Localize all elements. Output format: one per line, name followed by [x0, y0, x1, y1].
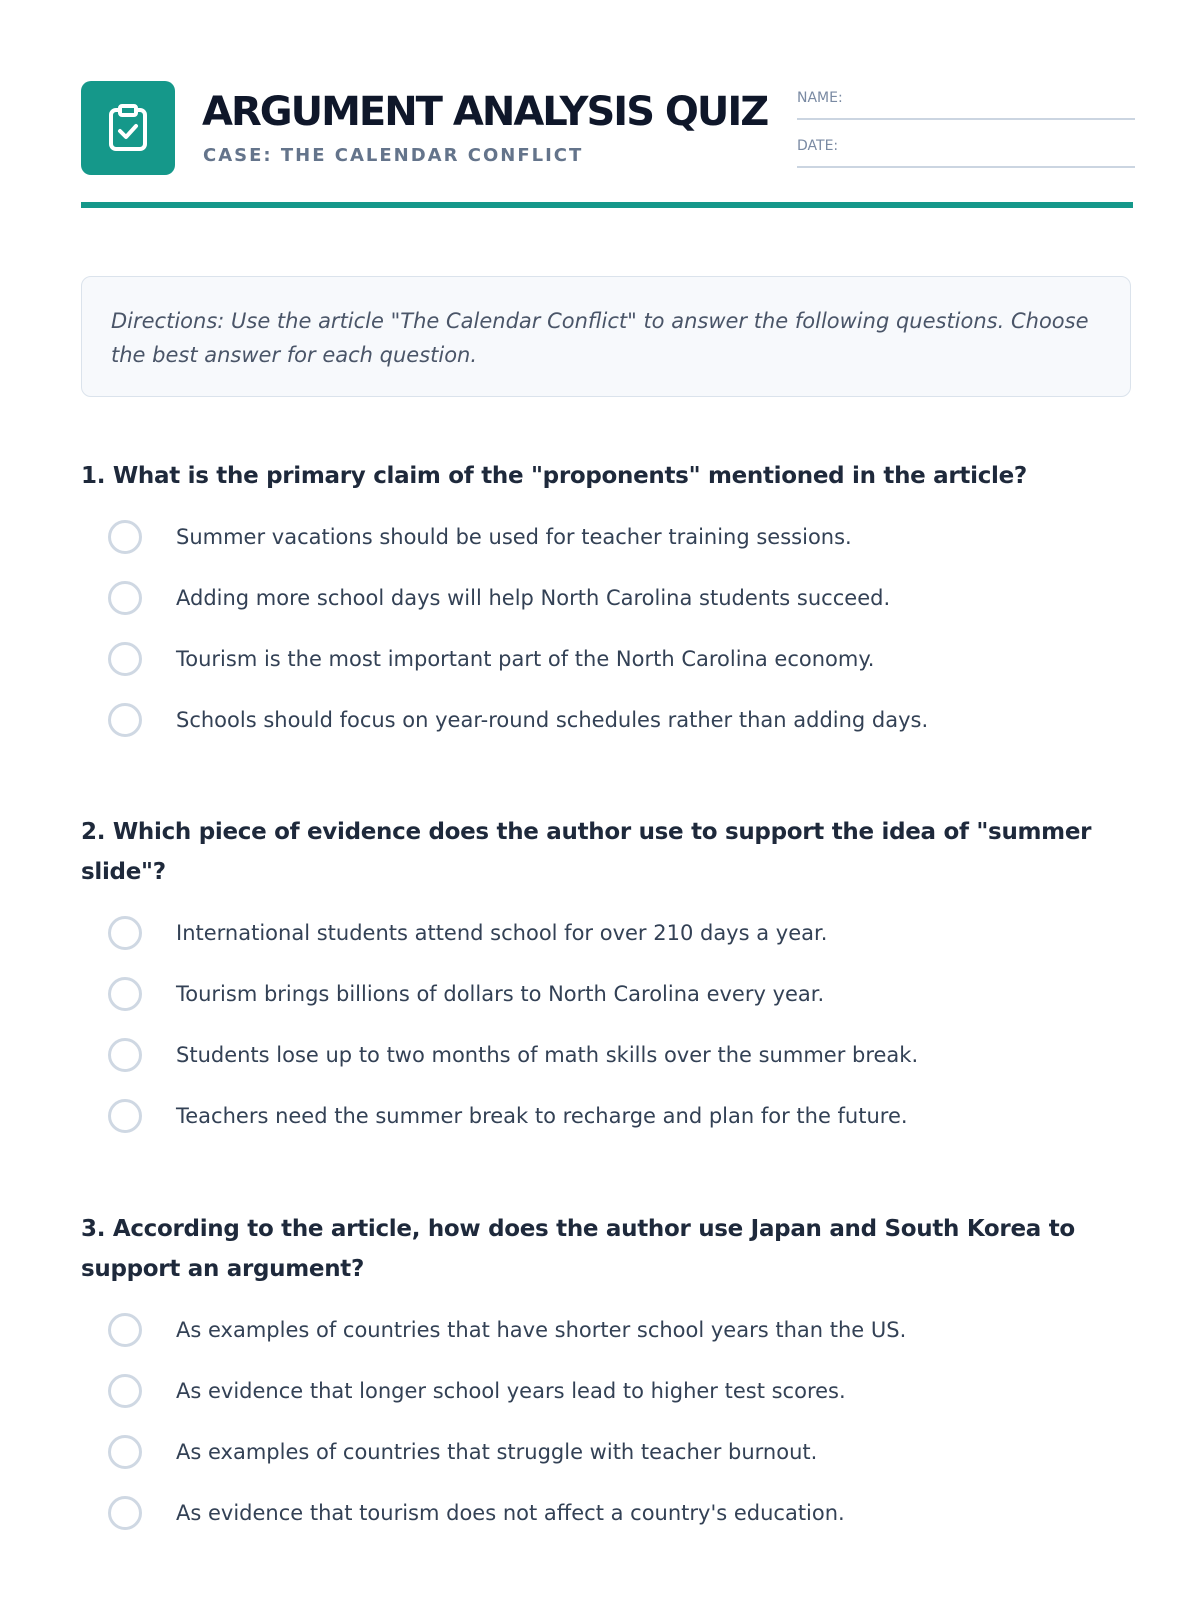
answer-label: Tourism brings billions of dollars to North Carolina every year.	[176, 982, 825, 1006]
date-field[interactable]	[797, 136, 1135, 168]
radio-button[interactable]	[108, 520, 142, 554]
radio-button[interactable]	[108, 1374, 142, 1408]
answer-option[interactable]	[81, 1099, 1131, 1160]
answer-options	[81, 916, 1131, 1160]
question-text: 1. What is the primary claim of the "proponents" mentioned in the article?	[81, 463, 1027, 489]
answer-option[interactable]	[81, 916, 1131, 977]
question-3	[81, 1209, 1131, 1557]
answer-label: Tourism is the most important part of the North Carolina economy.	[176, 647, 875, 671]
radio-button[interactable]	[108, 977, 142, 1011]
radio-button[interactable]	[108, 581, 142, 615]
page-title: ARGUMENT ANALYSIS QUIZ	[202, 89, 768, 135]
radio-button[interactable]	[108, 1313, 142, 1347]
answer-label: As evidence that longer school years lead to higher test scores.	[176, 1379, 846, 1403]
answer-option[interactable]	[81, 1435, 1131, 1496]
answer-label: As evidence that tourism does not affect a country's education.	[176, 1501, 845, 1525]
question-text: 3. According to the article, how does the author use Japan and South Korea to support an argument?	[81, 1216, 1075, 1282]
answer-option[interactable]	[81, 1038, 1131, 1099]
name-field[interactable]	[797, 88, 1135, 120]
answer-label: Students lose up to two months of math skills over the summer break.	[176, 1043, 919, 1067]
answer-label: Adding more school days will help North Carolina students succeed.	[176, 586, 891, 610]
answer-label: Schools should focus on year-round schedules rather than adding days.	[176, 708, 929, 732]
radio-button[interactable]	[108, 1435, 142, 1469]
radio-button[interactable]	[108, 703, 142, 737]
question-2	[81, 812, 1131, 1160]
answer-label: Teachers need the summer break to recharge and plan for the future.	[176, 1104, 908, 1128]
answer-label: As examples of countries that struggle with teacher burnout.	[176, 1440, 818, 1464]
clipboard-check-icon	[105, 103, 151, 153]
answer-option[interactable]	[81, 581, 1131, 642]
answer-option[interactable]	[81, 703, 1131, 764]
answer-option[interactable]	[81, 1313, 1131, 1374]
answer-option[interactable]	[81, 977, 1131, 1038]
quiz-header	[81, 81, 1133, 208]
page-subtitle: CASE: THE CALENDAR CONFLICT	[203, 145, 584, 166]
answer-option[interactable]	[81, 520, 1131, 581]
radio-button[interactable]	[108, 642, 142, 676]
answer-option[interactable]	[81, 642, 1131, 703]
radio-button[interactable]	[108, 1099, 142, 1133]
date-label: DATE:	[797, 138, 839, 154]
logo	[81, 81, 175, 175]
radio-button[interactable]	[108, 1496, 142, 1530]
radio-button[interactable]	[108, 1038, 142, 1072]
directions-box: Directions: Use the article "The Calendar Conflict" to answer the following questions. Choose the best answer for each question.	[81, 276, 1131, 397]
question-text: 2. Which piece of evidence does the author use to support the idea of "summer slide"?	[81, 819, 1092, 885]
answer-label: As examples of countries that have shorter school years than the US.	[176, 1318, 907, 1342]
answer-option[interactable]	[81, 1496, 1131, 1557]
question-1	[81, 456, 1131, 764]
radio-button[interactable]	[108, 916, 142, 950]
answer-options	[81, 520, 1131, 764]
answer-option[interactable]	[81, 1374, 1131, 1435]
answer-label: International students attend school for over 210 days a year.	[176, 921, 828, 945]
header-divider	[81, 202, 1133, 208]
answer-options	[81, 1313, 1131, 1557]
name-label: NAME:	[797, 90, 843, 106]
answer-label: Summer vacations should be used for teacher training sessions.	[176, 525, 852, 549]
